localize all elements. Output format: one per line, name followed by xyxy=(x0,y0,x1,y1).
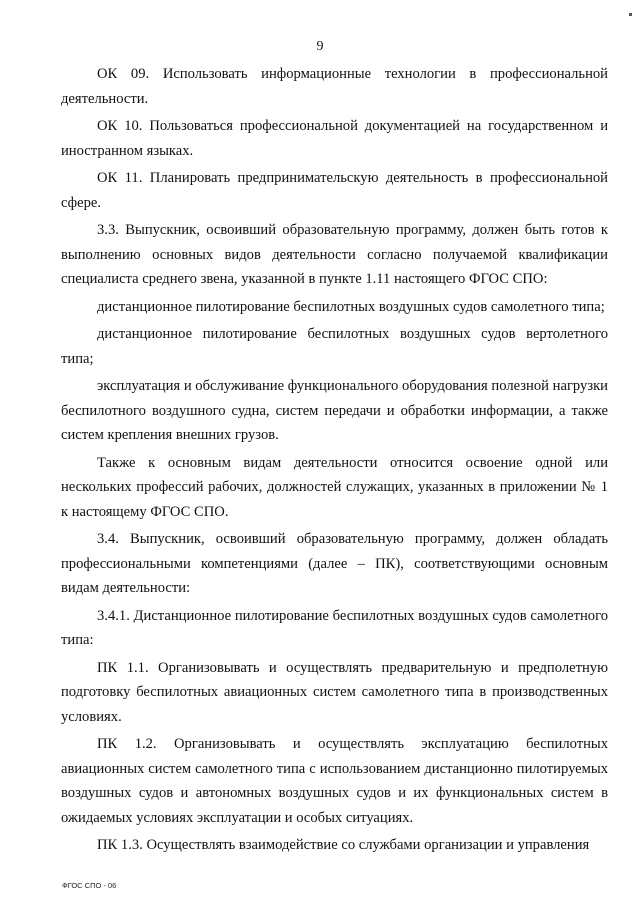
footer-label: ФГОС СПО - 06 xyxy=(62,881,117,890)
document-body xyxy=(61,62,608,861)
paragraph-ok11: ОК 11. Планировать предпринимательскую деятельность в профессиональной сфере. xyxy=(61,170,608,211)
paragraph-activity-helicopter: дистанционное пилотирование беспилотных воздушных судов вертолетного типа; xyxy=(61,326,608,367)
paragraph-ok09: ОК 09. Использовать информационные технологии в профессиональной деятельности. xyxy=(61,66,608,107)
paragraph-pk-1-3: ПК 1.3. Осуществлять взаимодействие со службами организации и управления xyxy=(97,837,590,853)
paragraph-activity-payload: эксплуатация и обслуживание функционального оборудования полезной нагрузки беспилотного воздушного судна, систем передачи и обработки информации, а также систем крепления внешних грузов. xyxy=(61,378,608,443)
paragraph-pk-1-1: ПК 1.1. Организовывать и осуществлять предварительную и предполетную подготовку беспилотных авиационных систем самолетного типа в производственных условиях. xyxy=(61,659,608,725)
paragraph-activity-airplane: дистанционное пилотирование беспилотных воздушных судов самолетного типа; xyxy=(97,298,605,315)
paragraph-worker-professions: Также к основным видам деятельности относится освоение одной или нескольких профессий рабочих, должностей служащих, указанных в приложении № 1 к настоящему ФГОС СПО. xyxy=(61,454,608,520)
paragraph-pk-1-2: ПК 1.2. Организовывать и осуществлять эксплуатацию беспилотных авиационных систем самолетного типа с использованием дистанционно пилотируемых воздушных судов и автономных воздушных судов и их функциональных систем в ожидаемых условиях эксплуатации и особых ситуациях. xyxy=(61,736,608,826)
paragraph-3-4-1: 3.4.1. Дистанционное пилотирование беспилотных воздушных судов самолетного типа: xyxy=(61,607,608,648)
page-number: 9 xyxy=(316,39,324,54)
paragraph-3-3: 3.3. Выпускник, освоивший образовательную программу, должен быть готов к выполнению основных видов деятельности согласно получаемой квалификации специалиста среднего звена, указанной в пункте 1.11 настоящего ФГОС СПО: xyxy=(61,222,608,287)
scan-mark xyxy=(629,13,632,16)
paragraph-ok10: ОК 10. Пользоваться профессиональной документацией на государственном и иностранном языках. xyxy=(61,118,608,159)
paragraph-3-4: 3.4. Выпускник, освоивший образовательную программу, должен обладать профессиональными компетенциями (далее – ПК), соответствующими основным видам деятельности: xyxy=(61,531,608,596)
